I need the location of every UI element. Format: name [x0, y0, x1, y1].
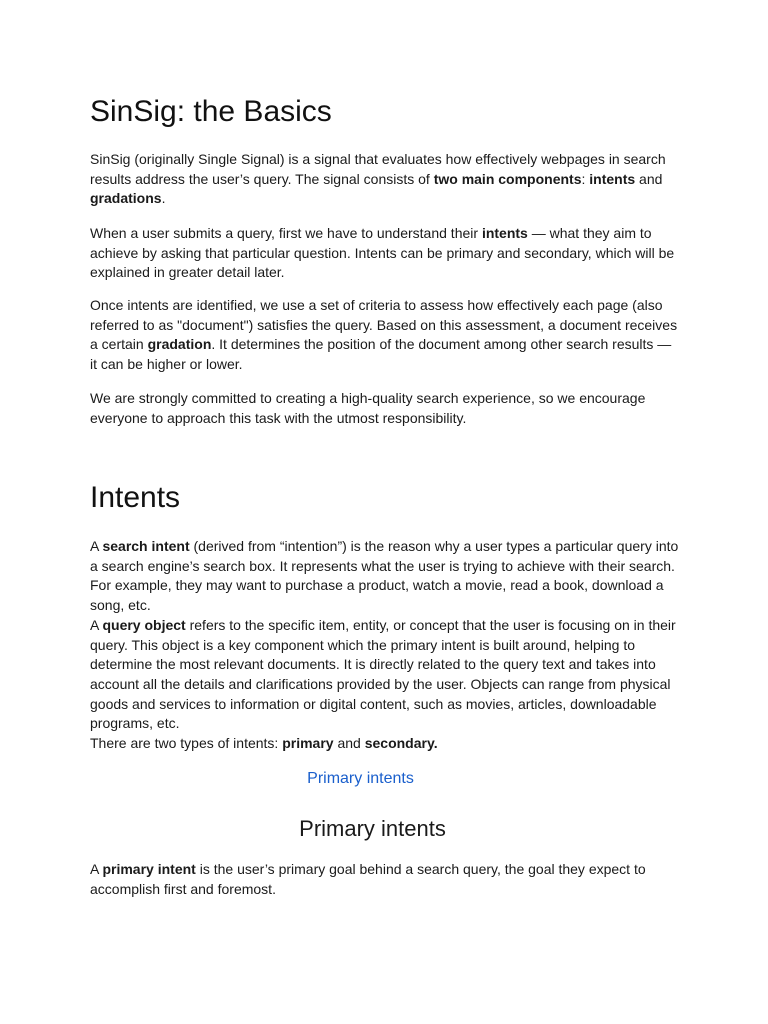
paragraph-query-object: A query object refers to the specific item, entity, or concept that the user is focusing on in their query. This object is a key component which the primary intent is built around, helping to determine the most relevant documents. It is directly related to the query text and takes into account all the details and clarifications provided by the user. Objects can range from physical goods and services to information or digital content, such as movies, articles, downloadable programs, etc.	[90, 616, 676, 732]
heading-sinsig-basics: SinSig: the Basics	[90, 95, 332, 128]
heading-intents: Intents	[90, 481, 181, 514]
paragraph-intents-intro: When a user submits a query, first we have to understand their intents — what they aim to achieve by asking that particular question. Intents can be primary and secondary, which will be explained in greater detail later.	[90, 225, 675, 281]
primary-intents-link-row	[90, 769, 631, 789]
paragraph-gradation-intro: Once intents are identified, we use a set of criteria to assess how effectively each page (also referred to as "document") satisfies the query. Based on this assessment, a document receives a certain gradation. It determines the position of the document among other search results — it can be higher or lower.	[90, 297, 678, 373]
paragraph-primary-intent: A primary intent is the user’s primary goal behind a search query, the goal they expect to accomplish first and foremost.	[90, 861, 646, 897]
paragraph-commitment: We are strongly committed to creating a high-quality search experience, so we encourage everyone to approach this task with the utmost responsibility.	[90, 390, 646, 426]
subheading-primary-intents: Primary intents	[299, 816, 446, 841]
primary-intents-link[interactable]: Primary intents	[307, 770, 414, 787]
paragraph-search-intent: A search intent (derived from “intention”) is the reason why a user types a particular query into a search engine’s search box. It represents what the user is trying to achieve with their search. For example, they may want to purchase a product, watch a movie, read a book, download a song, etc.	[90, 538, 679, 614]
intents-definitions	[90, 537, 680, 754]
paragraph-sinsig-definition: SinSig (originally Single Signal) is a signal that evaluates how effectively webpages in search results address the user’s query. The signal consists of two main components: intents and gradations.	[90, 151, 666, 207]
paragraph-intent-types: There are two types of intents: primary and secondary.	[90, 735, 438, 752]
